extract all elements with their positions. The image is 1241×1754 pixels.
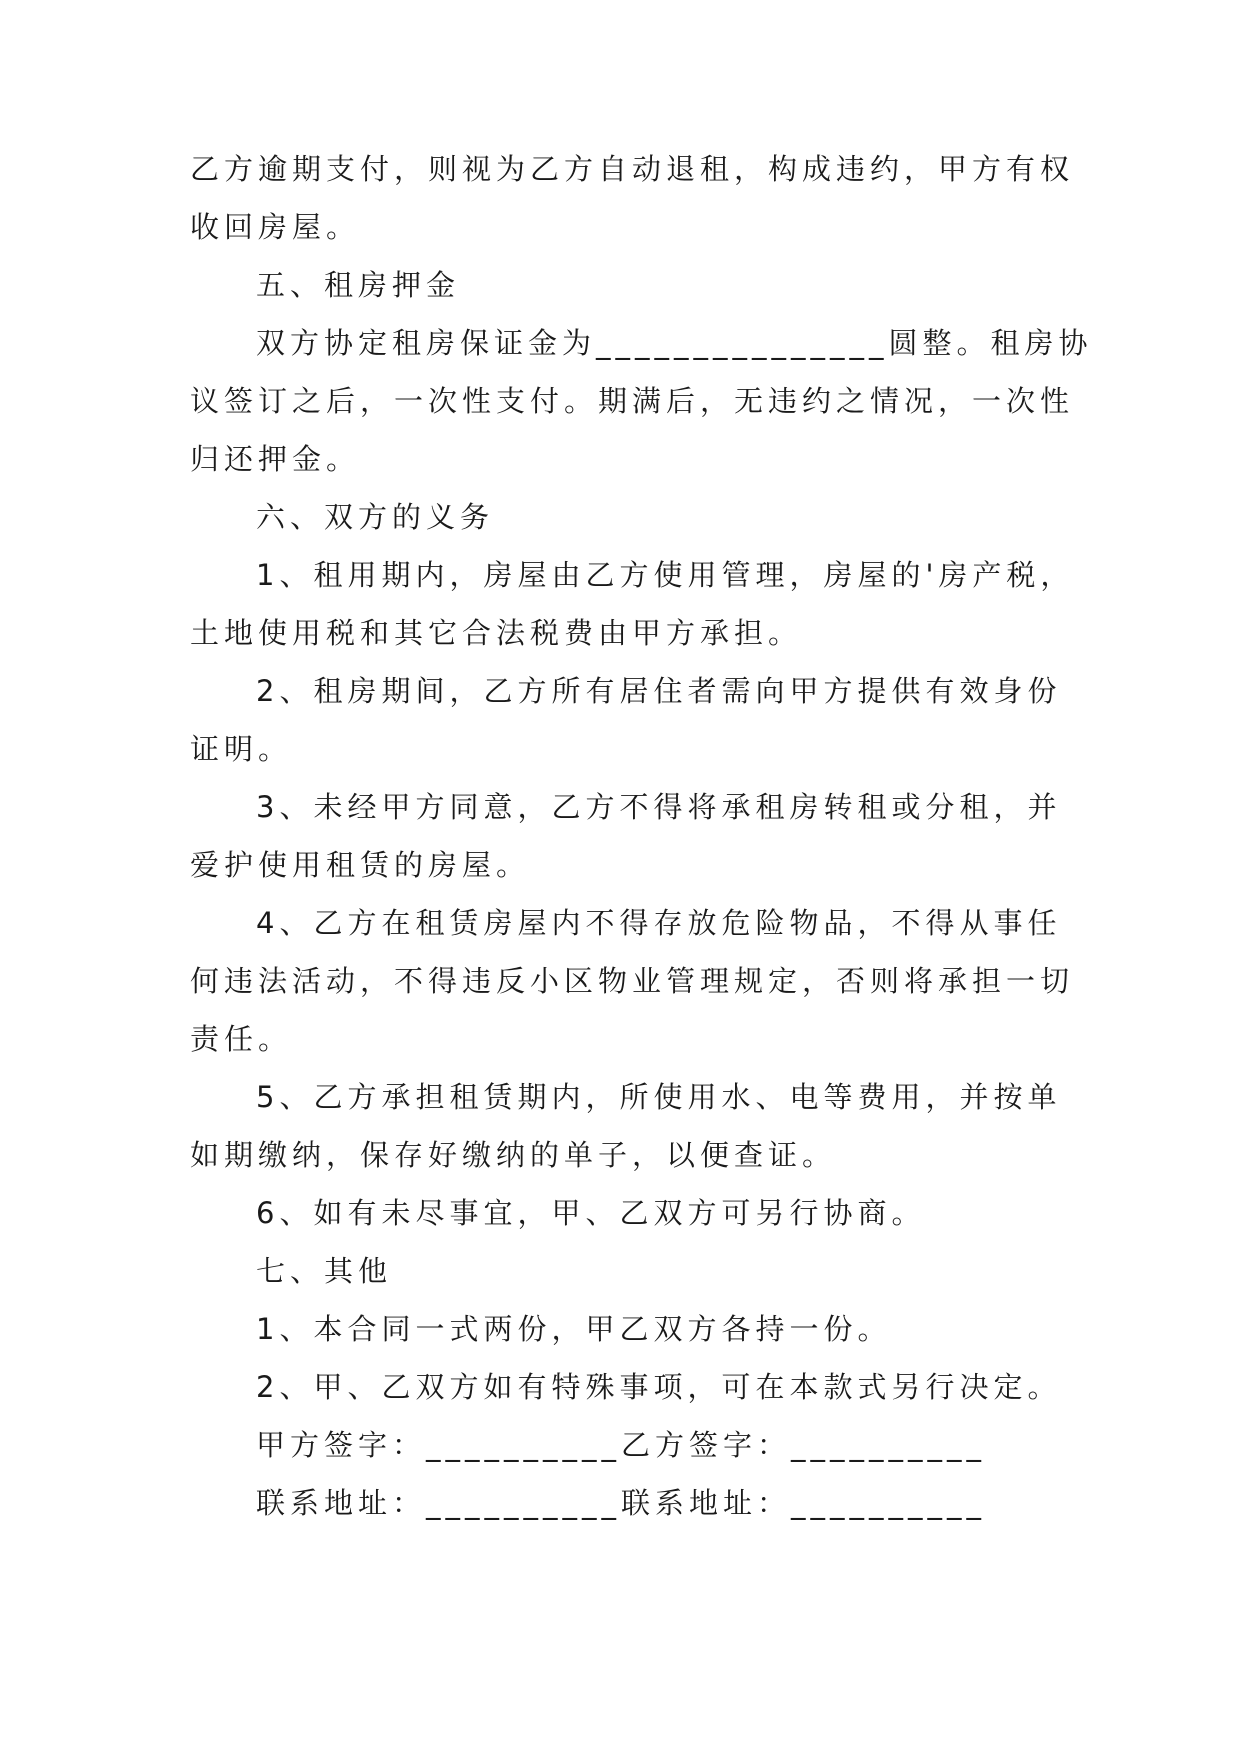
text-line: 如期缴纳，保存好缴纳的单子，以便查证。 [190, 1138, 837, 1172]
text-line: 5、乙方承担租赁期内，所使用水、电等费用，并按单 [256, 1080, 1062, 1114]
party-b-address-field: 联系地址：__________ [621, 1486, 987, 1520]
text-line: 乙方逾期支付，则视为乙方自动退租，构成违约，甲方有权 [190, 152, 1075, 186]
text-line: 爱护使用租赁的房屋。 [190, 848, 531, 882]
text-line: 2、租房期间，乙方所有居住者需向甲方提供有效身份 [256, 674, 1062, 708]
text-line: 4、乙方在租赁房屋内不得存放危险物品，不得从事任 [256, 906, 1062, 940]
address-row [190, 1474, 1070, 1532]
text-line: 归还押金。 [190, 442, 361, 476]
party-a-signature-field: 甲方签字：__________ [256, 1428, 622, 1462]
party-b-signature-field: 乙方签字：__________ [621, 1428, 987, 1462]
text-line: 证明。 [190, 732, 293, 766]
party-a-address-field: 联系地址：__________ [256, 1486, 622, 1520]
text-line: 土地使用税和其它合法税费由甲方承担。 [190, 616, 803, 650]
section-heading: 六、双方的义务 [256, 500, 495, 534]
text-line: 责任。 [190, 1022, 293, 1056]
text-line: 6、如有未尽事宜，甲、乙双方可另行协商。 [256, 1196, 926, 1230]
text-line: 3、未经甲方同意，乙方不得将承租房转租或分租，并 [256, 790, 1062, 824]
signature-row [190, 1416, 1070, 1474]
document-page [190, 140, 1093, 1532]
text-line: 收回房屋。 [190, 210, 361, 244]
section-heading: 五、租房押金 [256, 268, 461, 302]
text-line: 2、甲、乙双方如有特殊事项，可在本款式另行决定。 [256, 1370, 1062, 1404]
text-line: 何违法活动，不得违反小区物业管理规定，否则将承担一切 [190, 964, 1075, 998]
text-line: 议签订之后，一次性支付。期满后，无违约之情况，一次性 [190, 384, 1075, 418]
text-line: 1、本合同一式两份，甲乙双方各持一份。 [256, 1312, 892, 1346]
section-heading: 七、其他 [256, 1254, 393, 1288]
text-line: 1、租用期内，房屋由乙方使用管理，房屋的'房产税， [256, 558, 1075, 592]
text-line: 双方协定租房保证金为_______________圆整。租房协 [256, 326, 1093, 360]
